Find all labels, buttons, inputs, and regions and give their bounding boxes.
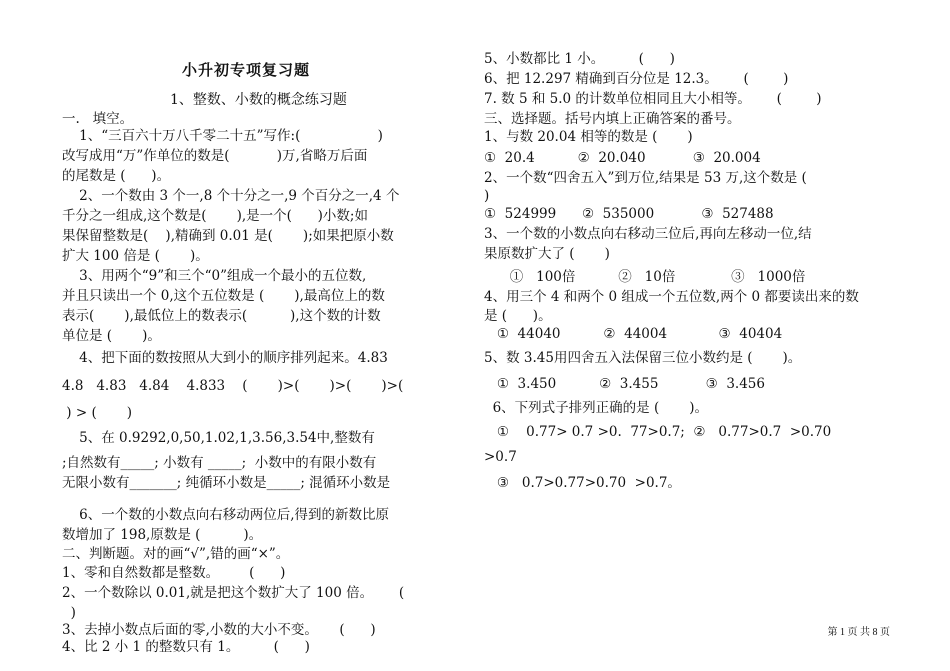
text-line: 表示( ),最低位上的数表示( ),这个数的计数: [62, 308, 381, 324]
text-line: 2、一个数除以 0.01,就是把这个数扩大了 100 倍。 (: [62, 585, 405, 601]
text-line: 扩大 100 倍是 ( )。: [62, 248, 209, 264]
text-line: ① 3.450 ② 3.455 ③ 3.456: [484, 376, 765, 392]
text-line: 6、下列式子排列正确的是 ( )。: [484, 400, 709, 416]
text-line: 6、把 12.297 精确到百分位是 12.3。 ( ): [484, 71, 789, 87]
text-line: 4.8 4.83 4.84 4.833 ( )>( )>( )>(: [62, 378, 404, 394]
text-line: ): [484, 188, 490, 204]
text-line: ): [62, 605, 76, 621]
text-line: 1、与数 20.04 相等的数是 ( ): [484, 129, 693, 145]
text-line: ) > ( ): [62, 405, 133, 421]
text-line: 7. 数 5 和 5.0 的计数单位相同且大小相等。 ( ): [484, 91, 822, 107]
text-line: 一. 填空。: [62, 111, 134, 127]
text-line: 改写成用“万”作单位的数是( )万,省略万后面: [62, 148, 368, 164]
text-line: 果保留整数是( ),精确到 0.01 是( );如果把原小数: [62, 228, 394, 244]
text-line: ① 0.77> 0.7 >0. 77>0.7; ② 0.77>0.7 >0.70: [484, 424, 832, 440]
page-subtitle: 1、整数、小数的概念练习题: [170, 92, 347, 108]
text-line: 1、零和自然数都是整数。 ( ): [62, 565, 286, 581]
text-line: 三、选择题。括号内填上正确答案的番号。: [484, 111, 741, 127]
text-line: 5、在 0.9292,0,50,1.02,1,3.56,3.54中,整数有: [62, 430, 375, 446]
text-line: 果原数扩大了 ( ): [484, 246, 610, 262]
text-line: 4、比 2 小 1 的整数只有 1。 ( ): [62, 639, 310, 655]
text-line: >0.7: [484, 449, 517, 465]
text-line: 6、一个数的小数点向右移动两位后,得到的新数比原: [62, 507, 390, 523]
text-line: ① 44040 ② 44004 ③ 40404: [484, 326, 783, 342]
text-line: 2、一个数由 3 个一,8 个十分之一,9 个百分之一,4 个: [62, 188, 400, 204]
text-line: 4、用三个 4 和两个 0 组成一个五位数,两个 0 都要读出来的数: [484, 289, 859, 305]
text-line: 4、把下面的数按照从大到小的顺序排列起来。4.83: [62, 350, 388, 366]
text-line: 数增加了 198,原数是 ( )。: [62, 527, 263, 543]
text-line: 3、去掉小数点后面的零,小数的大小不变。 ( ): [62, 622, 376, 638]
text-line: 单位是 ( )。: [62, 328, 161, 344]
text-line: ③ 0.7>0.77>0.70 >0.7。: [484, 475, 681, 491]
text-line: 3、用两个“9”和三个“0”组成一个最小的五位数,: [62, 268, 367, 284]
text-line: ① 524999 ② 535000 ③ 527488: [484, 206, 774, 222]
text-line: ① 20.4 ② 20.040 ③ 20.004: [484, 150, 761, 166]
page-title: 小升初专项复习题: [182, 61, 311, 79]
text-line: 3、一个数的小数点向右移动三位后,再向左移动一位,结: [484, 226, 812, 242]
text-line: 5、数 3.45用四舍五入法保留三位小数约是 ( )。: [484, 350, 802, 366]
text-line: ① 100倍 ② 10倍 ③ 1000倍: [484, 269, 806, 285]
text-line: 并且只读出一个 0,这个五位数是 ( ),最高位上的数: [62, 288, 385, 304]
text-line: 5、小数都比 1 小。 ( ): [484, 51, 675, 67]
page-number: 第 1 页 共 8 页: [827, 627, 890, 638]
text-line: 是 ( )。: [484, 308, 552, 324]
text-line: 无限小数有_______; 纯循环小数是_____; 混循环小数是: [62, 475, 391, 491]
text-line: ;自然数有_____; 小数有 _____; 小数中的有限小数有: [62, 455, 377, 471]
text-line: 2、一个数“四舍五入”到万位,结果是 53 万,这个数是 (: [484, 170, 807, 186]
text-line: 二、判断题。对的画“√”,错的画“×”。: [62, 546, 290, 562]
text-line: 千分之一组成,这个数是( ),是一个( )小数;如: [62, 208, 368, 224]
text-line: 的尾数是 ( )。: [62, 168, 171, 184]
text-line: 1、“三百六十万八千零二十五”写作:( ): [62, 128, 383, 144]
